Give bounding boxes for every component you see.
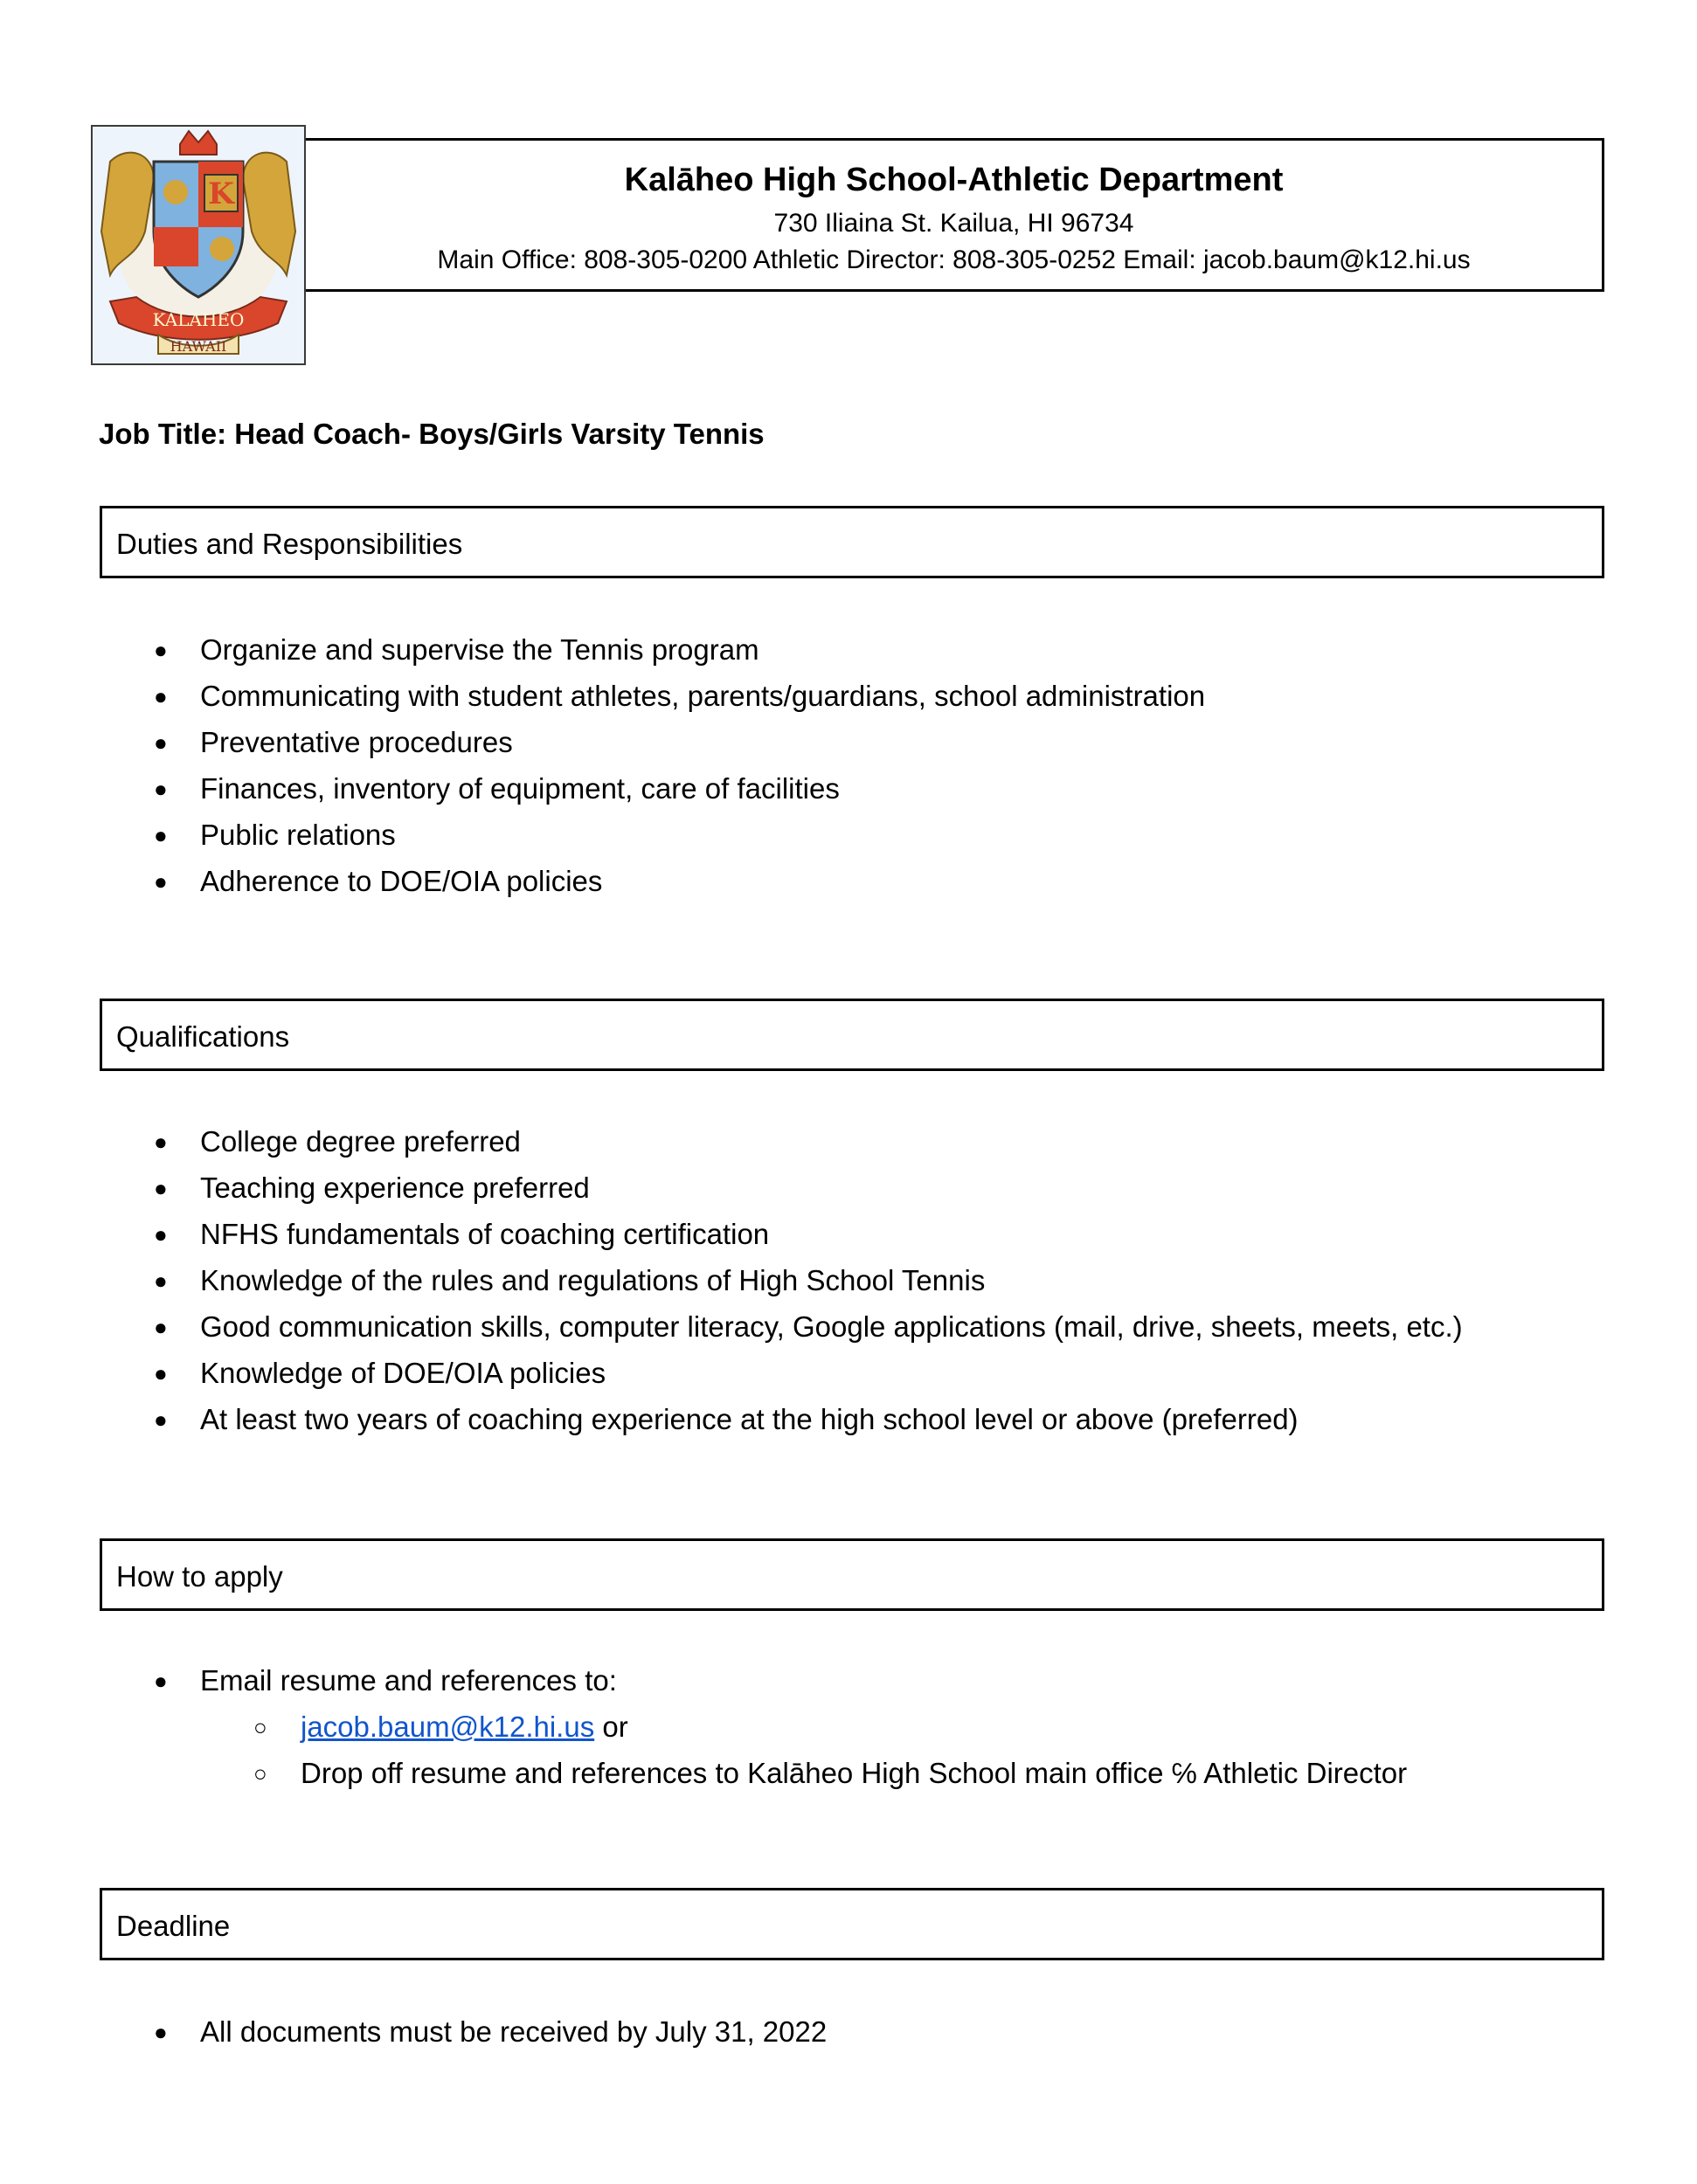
bullet-icon: ● — [154, 1406, 168, 1433]
deadline-section-header — [100, 1888, 1604, 1960]
bullet-icon: ● — [154, 1314, 168, 1340]
svg-text:HAWAII: HAWAII — [170, 338, 227, 355]
qualifications-heading: Qualifications — [116, 1020, 290, 1053]
school-title: Kalāheo High School-Athletic Department — [624, 162, 1284, 198]
school-address: 730 Iliaina St. Kailua, HI 96734 — [773, 209, 1134, 238]
bullet-icon: ● — [154, 776, 168, 802]
qualifications-section-header — [100, 999, 1604, 1071]
email-link[interactable]: jacob.baum@k12.hi.us — [301, 1711, 595, 1743]
bullet-icon: ● — [154, 1221, 168, 1248]
header-box — [306, 138, 1604, 292]
bullet-icon: ● — [154, 729, 168, 756]
bullet-icon: ● — [154, 1129, 168, 1155]
deadline-heading: Deadline — [116, 1910, 231, 1942]
duties-section-header — [100, 506, 1604, 578]
crest-icon — [93, 127, 304, 363]
duties-heading: Duties and Responsibilities — [116, 528, 463, 560]
bullet-icon: ● — [154, 2019, 168, 2045]
bullet-icon: ● — [154, 868, 168, 895]
sub-bullet-icon: ○ — [253, 1760, 267, 1787]
bullet-icon: ● — [154, 637, 168, 663]
bullet-icon: ● — [154, 822, 168, 848]
bullet-icon: ● — [154, 1668, 168, 1694]
svg-text:K: K — [208, 176, 234, 211]
school-contact: Main Office: 808-305-0200 Athletic Director: 808-305-0252 Email: jacob.baum@k12.hi.us — [437, 245, 1471, 274]
bullet-icon: ● — [154, 1268, 168, 1294]
school-crest-logo — [91, 125, 306, 365]
svg-text:KALAHEO: KALAHEO — [152, 309, 245, 330]
bullet-icon: ● — [154, 1360, 168, 1386]
apply-section-header — [100, 1538, 1604, 1611]
sub-bullet-icon: ○ — [253, 1714, 267, 1740]
apply-heading: How to apply — [116, 1560, 283, 1593]
bullet-icon: ● — [154, 1175, 168, 1201]
job-title: Job Title: Head Coach- Boys/Girls Varsity Tennis — [99, 418, 765, 450]
bullet-icon: ● — [154, 683, 168, 709]
